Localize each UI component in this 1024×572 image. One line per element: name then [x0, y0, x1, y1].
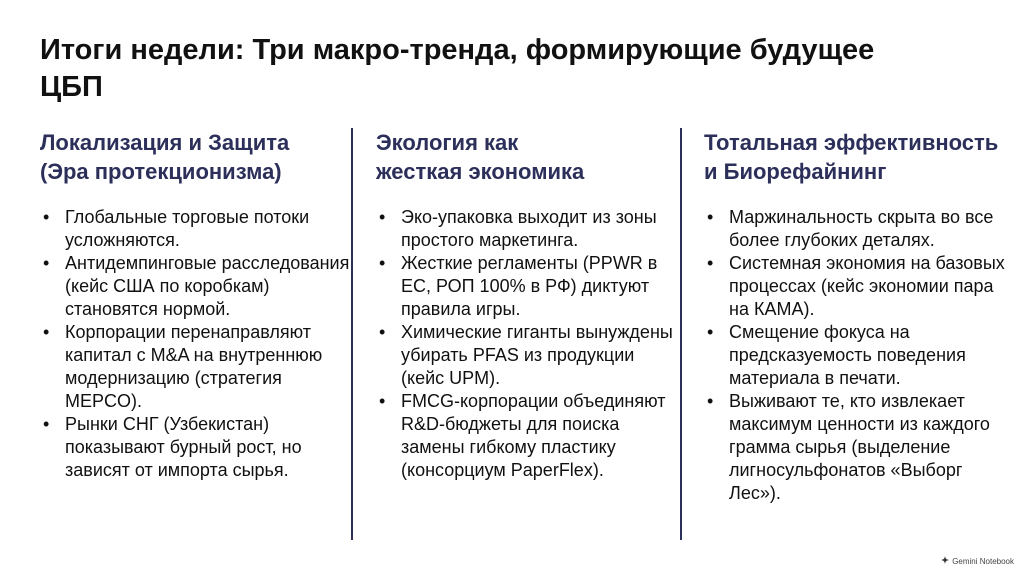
list-item — [376, 252, 676, 321]
bullet-dot: • — [379, 207, 386, 227]
bullet-dot: • — [707, 253, 714, 273]
list-item-text: Смещение фокуса на предсказуемость поведения материала в печати. — [729, 322, 966, 388]
list-item — [376, 321, 676, 390]
column-divider — [680, 128, 682, 540]
slide-title: Итоги недели: Три макро-тренда, формирующие будущее ЦБП — [40, 34, 875, 103]
bullet-dot: • — [707, 207, 714, 227]
bullet-list — [376, 206, 676, 482]
list-item — [704, 321, 1014, 390]
list-item — [704, 390, 1014, 505]
brand-label: Gemini Notebook — [952, 556, 1014, 566]
bullet-dot: • — [43, 414, 50, 434]
list-item-text: Жесткие регламенты (PPWR в ЕС, РОП 100% в РФ) диктуют правила игры. — [401, 253, 658, 319]
bullet-dot: • — [379, 391, 386, 411]
list-item — [40, 206, 352, 252]
list-item-text: Глобальные торговые потоки усложняются. — [65, 207, 310, 250]
column-ecology — [376, 128, 676, 540]
bullet-dot: • — [707, 391, 714, 411]
list-item-text: Эко-упаковка выходит из зоны простого маркетинга. — [401, 207, 657, 250]
bullet-dot: • — [43, 207, 50, 227]
list-item-text: FMCG-корпорации объединяют R&D-бюджеты для поиска замены гибкому пластику (консорциум PaperFlex). — [401, 391, 666, 480]
column-localization — [40, 128, 352, 540]
column-heading: Экология как жесткая экономика — [376, 130, 585, 184]
bullet-dot: • — [707, 322, 714, 342]
list-item — [40, 413, 352, 482]
bullet-dot: • — [43, 322, 50, 342]
bullet-dot: • — [379, 322, 386, 342]
list-item — [704, 206, 1014, 252]
brand-watermark — [941, 556, 1014, 566]
column-heading: Локализация и Защита (Эра протекционизма) — [40, 130, 290, 184]
list-item — [40, 252, 352, 321]
list-item — [376, 390, 676, 482]
bullet-list — [40, 206, 352, 482]
list-item-text: Химические гиганты вынуждены убирать PFAS из продукции (кейс UPM). — [401, 322, 673, 388]
bullet-dot: • — [379, 253, 386, 273]
list-item-text: Системная экономия на базовых процессах (кейс экономии пара на КАМА). — [729, 253, 1005, 319]
column-heading: Тотальная эффективность и Биорефайнинг — [704, 130, 999, 184]
column-efficiency — [704, 128, 1014, 540]
list-item-text: Маржинальность скрыта во все более глубоких деталях. — [729, 207, 994, 250]
list-item-text: Корпорации перенаправляют капитал с M&A на внутреннюю модернизацию (стратегия MEPCO). — [65, 322, 323, 411]
bullet-dot: • — [43, 253, 50, 273]
columns-container — [40, 128, 1010, 540]
gemini-spark-icon — [941, 556, 949, 566]
list-item — [40, 321, 352, 413]
list-item-text: Антидемпинговые расследования (кейс США по коробкам) становятся нормой. — [65, 253, 350, 319]
bullet-list — [704, 206, 1014, 505]
list-item — [704, 252, 1014, 321]
list-item-text: Рынки СНГ (Узбекистан) показывают бурный рост, но зависят от импорта сырья. — [65, 414, 302, 480]
column-divider — [351, 128, 353, 540]
list-item-text: Выживают те, кто извлекает максимум ценности из каждого грамма сырья (выделение лигносульфонатов «Выборг Лес»). — [729, 391, 990, 503]
list-item — [376, 206, 676, 252]
